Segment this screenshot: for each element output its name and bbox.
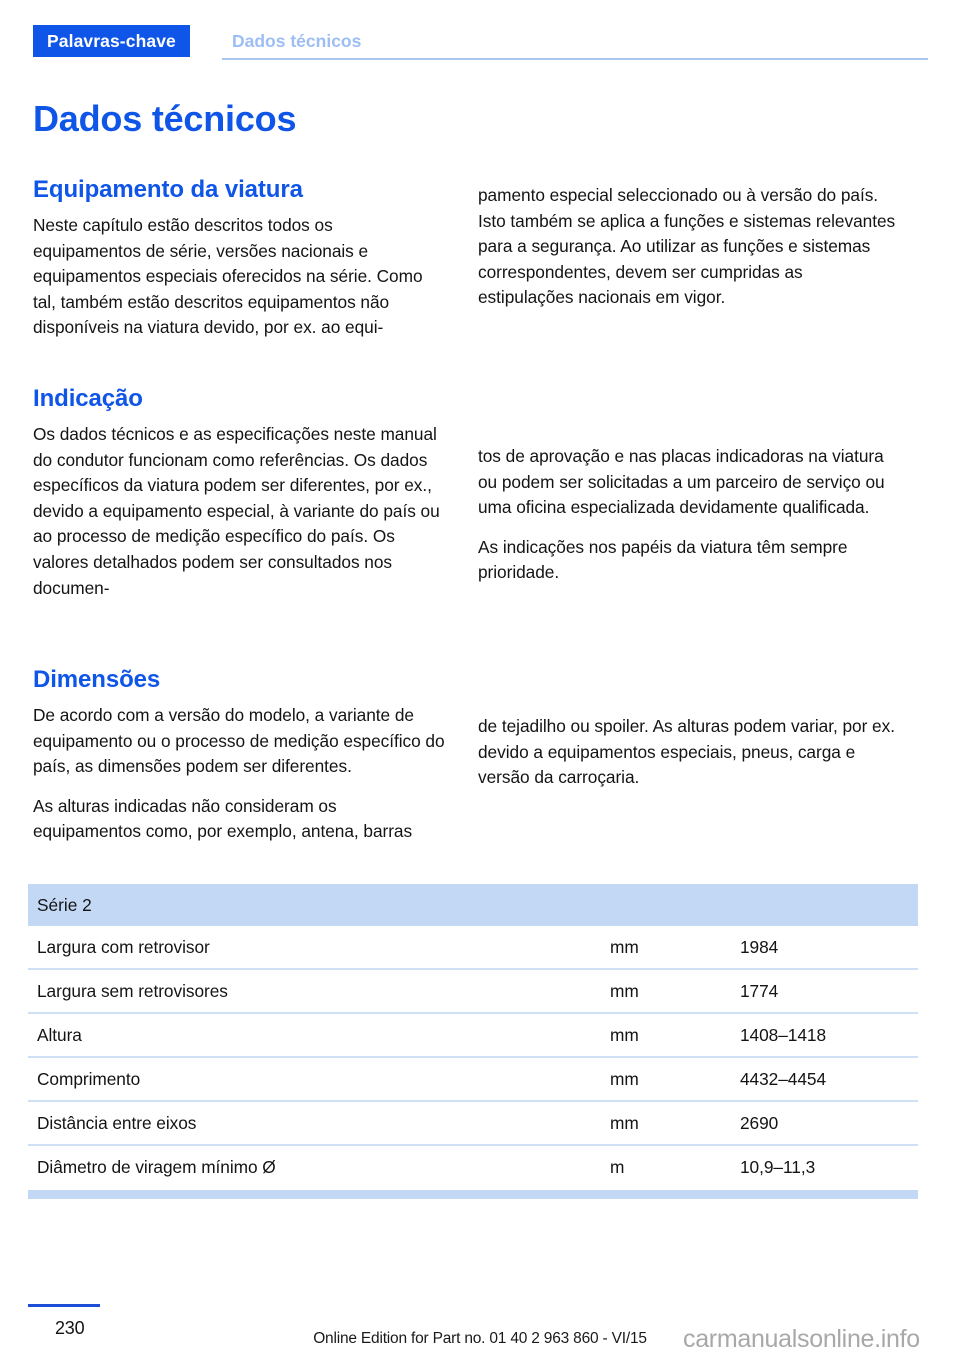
table-row <box>28 1145 918 1188</box>
table-row <box>28 1013 918 1057</box>
table-cell-name: Comprimento <box>28 1057 610 1101</box>
specifications-table <box>28 884 918 1199</box>
section-equipamento-paragraph-left-1: Neste capítulo estão descritos todos os equipamentos de série, versões nacionais e equipamentos especiais oferecidos na série. Como tal, também estão descritos equipamentos não disponíveis na viatura devido, por ex. ao equi- <box>33 215 423 338</box>
section-equipamento-left <box>33 176 445 341</box>
table-cell-unit: m <box>610 1157 625 1177</box>
tab-dados-tecnicos[interactable]: Dados técnicos <box>232 31 362 51</box>
section-indicacao-right <box>478 444 898 586</box>
section-dimensoes-right <box>478 714 898 791</box>
table-cell-value: 2690 <box>740 1101 918 1145</box>
table-cell-name: Largura com retrovisor <box>28 926 610 969</box>
table-cell-value: 1774 <box>740 969 918 1013</box>
header-divider <box>222 58 928 60</box>
table-cell-name: Altura <box>28 1013 610 1057</box>
footer-edition-note: Online Edition for Part no. 01 40 2 963 860 - VI/15 <box>313 1330 647 1347</box>
site-watermark: carmanualsonline.info <box>683 1325 920 1353</box>
table-cell-value: 4432–4454 <box>740 1057 918 1101</box>
tab-palavras-chave[interactable]: Palavras-chave <box>33 25 190 57</box>
section-equipamento-paragraph-right-1: pamento especial seleccionado ou à versão do país. Isto também se aplica a funções e sistemas relevantes para a segurança. Ao utilizar as funções e sistemas correspondentes, devem ser cumpridas as estipulações nacionais em vigor. <box>478 185 896 308</box>
table-cell-unit: mm <box>610 926 740 969</box>
section-dimensoes-left <box>33 666 445 845</box>
page-title: Dados técnicos <box>33 98 297 139</box>
section-dimensoes-paragraph-left-2: As alturas indicadas não consideram os equipamentos como, por exemplo, antena, barras <box>33 795 413 842</box>
table-row <box>28 969 918 1013</box>
footer-divider <box>28 1304 100 1307</box>
table-body <box>28 926 918 1188</box>
table-cell-value: 1984 <box>740 926 918 969</box>
section-heading-dimensoes: Dimensões <box>33 666 161 693</box>
table-cell-unit: mm <box>610 1057 740 1101</box>
running-header <box>0 25 960 61</box>
table-header-label: Série 2 <box>28 884 918 926</box>
table-cell-name: Largura sem retrovisores <box>28 969 610 1013</box>
table-cell-value: 1408–1418 <box>740 1013 918 1057</box>
section-indicacao-left <box>33 385 445 601</box>
table-cell-unit: mm <box>610 1013 740 1057</box>
table-cell-value: 10,9–11,3 <box>740 1157 816 1177</box>
table-row <box>28 926 918 969</box>
table-bottom-bar <box>28 1190 918 1199</box>
table-cell-name: Distância entre eixos <box>28 1101 610 1145</box>
page-number: 230 <box>55 1318 85 1338</box>
section-heading-indicacao: Indicação <box>33 385 143 412</box>
section-dimensoes-paragraph-left-1: De acordo com a versão do modelo, a variante de equipamento ou o processo de medição específico do país, as dimensões podem ser diferentes. <box>33 705 445 777</box>
table-header-row <box>28 884 918 926</box>
table-cell-unit: mm <box>610 1101 740 1145</box>
table-row <box>28 1101 918 1145</box>
table-cell-unit: mm <box>610 969 740 1013</box>
table-row <box>28 1057 918 1101</box>
section-heading-equipamento: Equipamento da viatura <box>33 176 303 203</box>
section-dimensoes-paragraph-right-1: de tejadilho ou spoiler. As alturas podem variar, por ex. devido a equipamentos especiais, pneus, carga e versão da carroçaria. <box>478 716 895 788</box>
table-cell-name: Diâmetro de viragem mínimo Ø <box>37 1157 276 1177</box>
section-indicacao-paragraph-right-2: As indicações nos papéis da viatura têm sempre prioridade. <box>478 536 848 583</box>
section-indicacao-paragraph-left-1: Os dados técnicos e as especificações neste manual do condutor funcionam como referências. Os dados específicos da viatura podem ser diferentes, por ex., devido a equipamento especial, à variante do país ou ao processo de medição específico do país. Os valores detalhados podem ser consultados nos documen- <box>33 424 440 598</box>
section-indicacao-paragraph-right-1: tos de aprovação e nas placas indicadoras na viatura ou podem ser solicitadas a um parceiro de serviço ou uma oficina especializada devidamente qualificada. <box>478 446 885 518</box>
section-equipamento-right <box>478 183 898 311</box>
